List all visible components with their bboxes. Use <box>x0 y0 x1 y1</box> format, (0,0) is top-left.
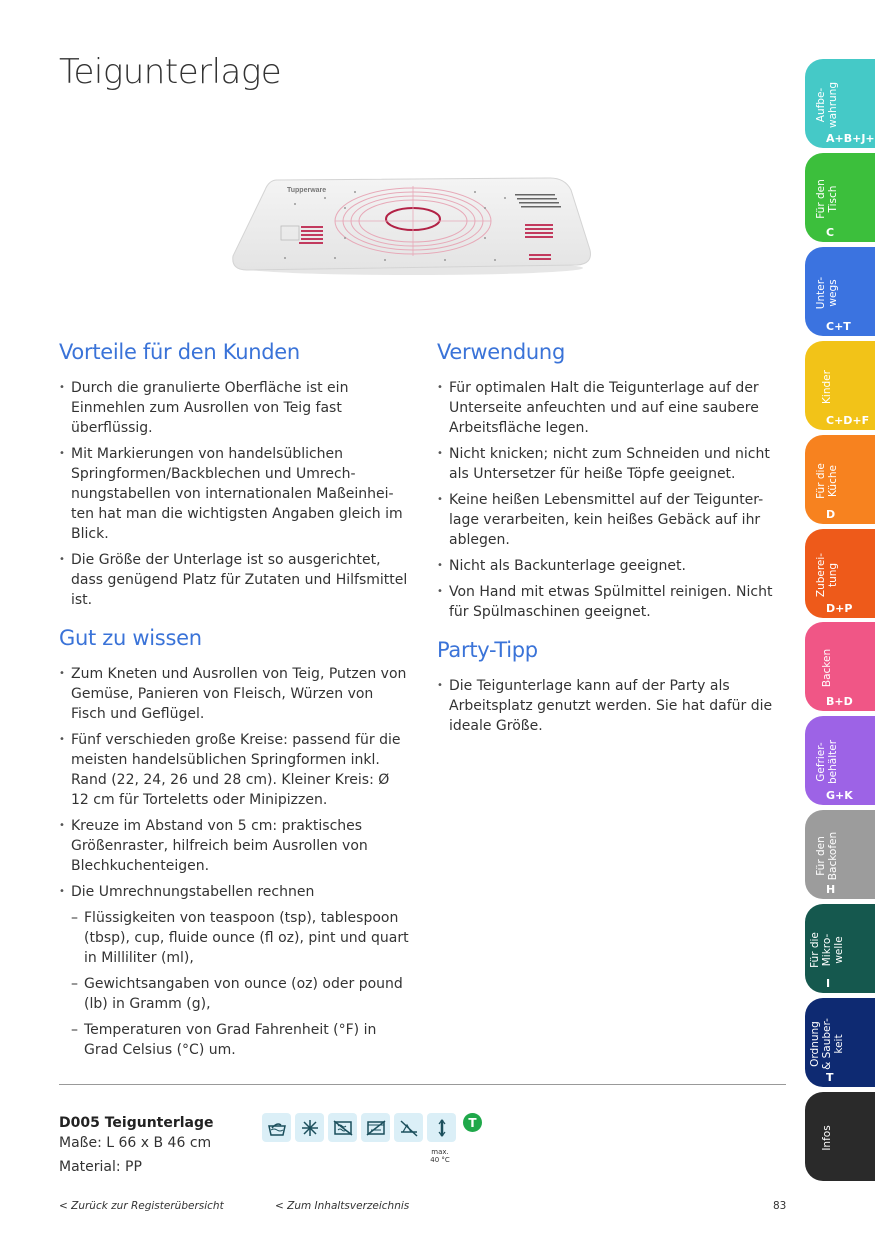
tab-fuer-die-kueche[interactable]: Für die Küche D <box>805 435 875 524</box>
tab-unterwegs[interactable]: Unter- wegs C+T <box>805 247 875 336</box>
list-item: • Zum Kneten und Ausrollen von Teig, Putzen von Gemüse, Panieren von Fleisch, Würzen von Fisch und Geflügel. <box>59 664 411 724</box>
sub-list-item: – Temperaturen von Grad Fahrenheit (°F) in Grad Celsius (°C) um. <box>71 1020 411 1060</box>
tab-infos[interactable]: Infos <box>805 1092 875 1181</box>
page-number: 83 <box>773 1200 787 1212</box>
heading-vorteile: Vorteile für den Kunden <box>59 340 300 364</box>
tab-fuer-die-mikrowelle[interactable]: Für die Mikro- welle I <box>805 904 875 993</box>
tab-backen[interactable]: Backen B+D <box>805 622 875 711</box>
party-tipp-list <box>437 676 789 736</box>
max-temp-icon <box>427 1113 456 1142</box>
heading-verwendung: Verwendung <box>437 340 565 364</box>
gut-zu-wissen-list <box>59 664 411 1060</box>
list-item: • Fünf verschieden große Kreise: passend für die meisten handelsüblichen Springformen inkl. Rand (22, 24, 26 und 28 cm). Kleiner Kreis: Ø 12 cm für Torteletts oder Minipizzen. <box>59 730 411 810</box>
sub-list-item: – Flüssigkeiten von teaspoon (tsp), tablespoon (tbsp), cup, fluide ounce (fl oz), pint und quart in Milliliter (ml), <box>71 908 411 968</box>
no-oven-icon <box>361 1113 390 1142</box>
list-item: • Durch die granulierte Oberfläche ist ein Einmehlen zum Ausrollen von Teig fast überflüssig. <box>59 378 411 438</box>
hand-wash-icon <box>262 1113 291 1142</box>
product-dimensions: Maße: L 66 x B 46 cm <box>59 1135 212 1151</box>
tab-fuer-den-tisch[interactable]: Für den Tisch C <box>805 153 875 242</box>
heading-party-tipp: Party-Tipp <box>437 638 538 662</box>
list-item: • Nicht knicken; nicht zum Schneiden und nicht als Untersetzer für heiße Töpfe geeignet. <box>437 444 789 484</box>
freezer-icon <box>295 1113 324 1142</box>
list-item <box>59 882 411 1060</box>
list-item: • Die Größe der Unterlage ist so ausgerichtet, dass genügend Platz für Zutaten und Hilfsmittel ist. <box>59 550 411 610</box>
divider <box>59 1084 786 1085</box>
list-item: • Von Hand mit etwas Spülmittel reinigen. Nicht für Spülmaschinen geeignet. <box>437 582 789 622</box>
max-temp-label: max. 40 °C <box>430 1148 450 1164</box>
list-item-text: Die Umrechnungstabellen rechnen <box>71 884 315 900</box>
table-of-contents-link[interactable]: < Zum Inhaltsverzeichnis <box>275 1200 410 1212</box>
right-column <box>437 340 789 742</box>
page-title: Teigunterlage <box>59 52 282 92</box>
back-to-register-link[interactable]: < Zurück zur Registerübersicht <box>59 1200 224 1212</box>
list-item: • Mit Markierungen von handelsüblichen Springformen/Backblechen und Umrech-nungstabellen von internationalen Maßeinhei-ten hat man die wichtigsten Angaben gleich im Blick. <box>59 444 411 544</box>
list-item: • Keine heißen Lebensmittel auf der Teigunter-lage verarbeiten, kein heißes Gebäck auf ihr ablegen. <box>437 490 789 550</box>
sub-list-item: – Gewichtsangaben von ounce (oz) oder pound (lb) in Gramm (g), <box>71 974 411 1014</box>
tab-kinder[interactable]: Kinder C+D+F <box>805 341 875 430</box>
tab-zubereitung[interactable]: Zuberei- tung D+P <box>805 529 875 618</box>
pastry-mat-image <box>225 168 595 278</box>
list-item: • Die Teigunterlage kann auf der Party als Arbeitsplatz genutzt werden. Sie hat dafür die ideale Größe. <box>437 676 789 736</box>
t-badge-icon: T <box>463 1113 482 1132</box>
list-item: • Für optimalen Halt die Teigunterlage auf der Unterseite anfeuchten und auf eine saubere Arbeitsfläche legen. <box>437 378 789 438</box>
left-column <box>59 340 411 1066</box>
no-microwave-icon <box>328 1113 357 1142</box>
product-code-name: D005 Teigunterlage <box>59 1115 214 1131</box>
tab-aufbewahrung[interactable]: Aufbe- wahrung A+B+J+K <box>805 59 875 148</box>
no-dishwasher-icon <box>394 1113 423 1142</box>
conversion-sublist <box>71 908 411 1060</box>
tab-gefrierbehaelter[interactable]: Gefrier- behälter G+K <box>805 716 875 805</box>
list-item: • Nicht als Backunterlage geeignet. <box>437 556 789 576</box>
tab-fuer-den-backofen[interactable]: Für den Backofen H <box>805 810 875 899</box>
vorteile-list <box>59 378 411 610</box>
tab-ordnung-sauberkeit[interactable]: Ordnung & Sauber- keit T <box>805 998 875 1087</box>
heading-gut-zu-wissen: Gut zu wissen <box>59 626 202 650</box>
product-material: Material: PP <box>59 1159 142 1175</box>
care-icons <box>262 1113 456 1142</box>
verwendung-list <box>437 378 789 622</box>
list-item: • Kreuze im Abstand von 5 cm: praktisches Größenraster, hilfreich beim Ausrollen von Blechkuchenteigen. <box>59 816 411 876</box>
mat-brand-text: Tupperware <box>287 187 327 194</box>
